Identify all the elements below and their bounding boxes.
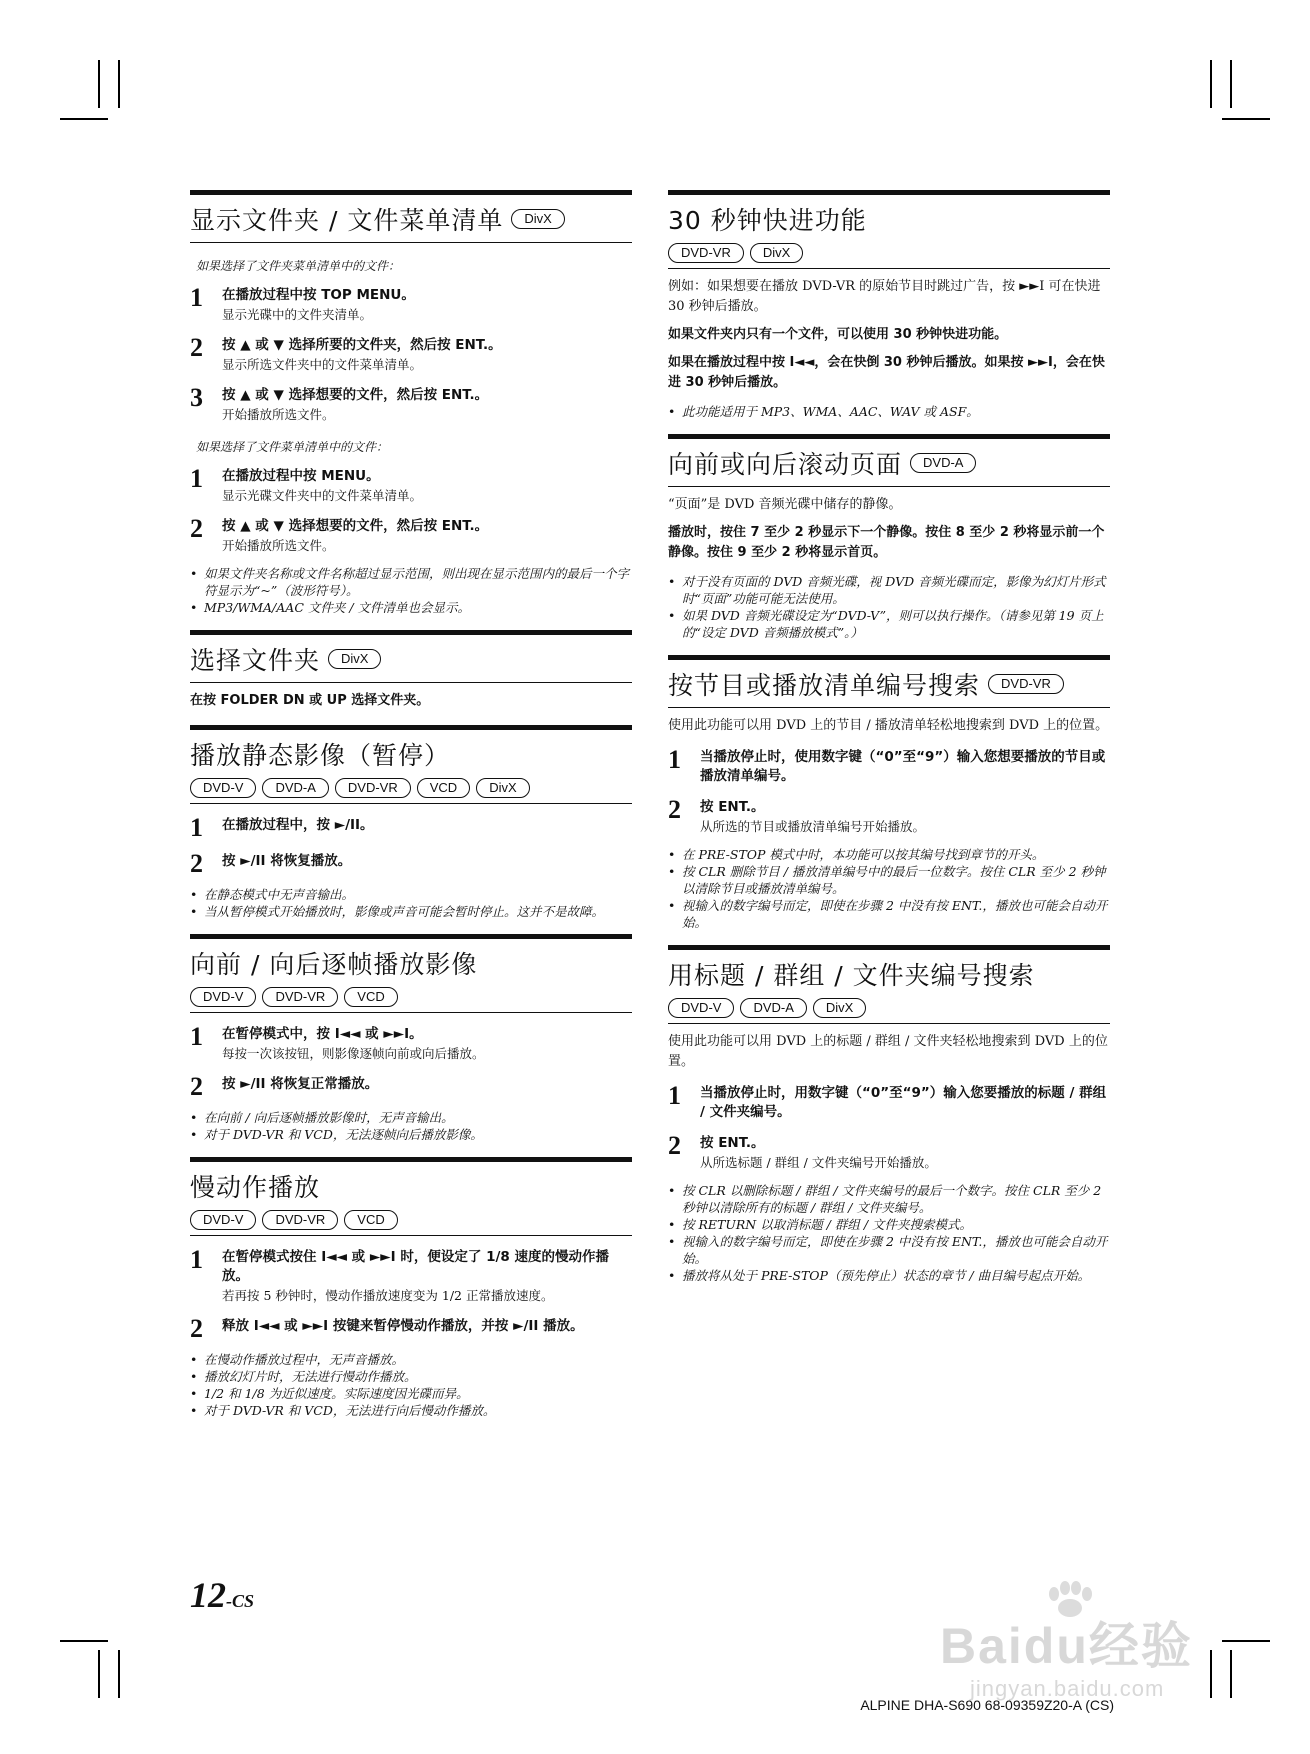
note-text: 对于没有页面的 DVD 音频光碟，视 DVD 音频光碟而定，影像为幻灯片形式时“页面”功能可能无法使用。 [682, 574, 1106, 606]
bullet-dot: • [668, 1234, 676, 1249]
step-number: 1 [190, 1022, 203, 1051]
note-text: 1/2 和 1/8 为近似速度。实际速度因光碟而异。 [204, 1386, 469, 1401]
note-text: 在向前 / 向后逐帧播放影像时，无声音输出。 [204, 1110, 454, 1125]
bullet-dot: • [668, 1268, 676, 1283]
note-item [668, 607, 1110, 641]
step-result: 显示光碟文件夹中的文件菜单清单。 [222, 488, 423, 503]
section-title: 按节目或播放清单编号搜索 [668, 671, 981, 700]
crop-mark [60, 118, 108, 120]
note-item [668, 897, 1110, 931]
bullet-dot: • [190, 887, 198, 902]
section-title-row [190, 1168, 632, 1204]
note-item [668, 573, 1110, 607]
section-title-row [190, 736, 632, 772]
note-item [190, 903, 632, 920]
section-intro: 如果选择了文件菜单清单中的文件： [196, 440, 389, 454]
step-result: 从所选的节目或播放清单编号开始播放。 [700, 819, 926, 834]
disc-format-badge: DivX [511, 209, 564, 229]
step-result: 每按一次该按钮，则影像逐帧向前或向后播放。 [222, 1046, 485, 1061]
disc-format-badges [190, 1210, 632, 1230]
step-number: 2 [190, 333, 203, 362]
note-item [190, 1402, 632, 1419]
step-instruction: 释放 I◄◄ 或 ►►I 按键来暂停慢动作播放，并按 ►/II 播放。 [222, 1318, 584, 1334]
section-title-row [190, 945, 632, 981]
disc-format-badges [511, 209, 564, 229]
note-text: 在 PRE-STOP 模式中时，本功能可以按其编号找到章节的开头。 [682, 847, 1045, 862]
bullet-dot: • [668, 608, 676, 623]
note-list [668, 403, 1110, 420]
step-number: 2 [190, 1072, 203, 1101]
disc-format-badges [190, 778, 632, 798]
note-item [190, 1385, 632, 1402]
disc-format-badge: DVD-VR [262, 987, 338, 1007]
crop-mark [1230, 1650, 1232, 1698]
section-intro: 如果选择了文件夹菜单清单中的文件： [196, 259, 401, 273]
footer-model-code: ALPINE DHA-S690 68-09359Z20-A (CS) [860, 1697, 1114, 1713]
step-instruction: 按 ▲ 或 ▼ 选择所要的文件夹，然后按 ENT.。 [222, 337, 502, 353]
section-paragraph: 如果在播放过程中按 I◄◄，会在快倒 30 秒钟后播放。如果按 ►►I，会在快进 30 秒钟后播放。 [668, 355, 1105, 390]
note-text: MP3/WMA/AAC 文件夹 / 文件清单也会显示。 [204, 600, 471, 615]
step-instruction: 按 ►/II 将恢复正常播放。 [222, 1076, 379, 1092]
step-body [222, 1248, 632, 1305]
disc-format-badges [988, 674, 1064, 694]
step-instruction: 按 ▲ 或 ▼ 选择想要的文件，然后按 ENT.。 [222, 518, 489, 534]
bullet-dot: • [668, 864, 676, 879]
note-item [668, 403, 1110, 420]
note-item [668, 1233, 1110, 1267]
bullet-dot: • [190, 1403, 198, 1418]
disc-format-badges [910, 453, 976, 473]
note-text: 在慢动作播放过程中，无声音播放。 [204, 1352, 405, 1367]
disc-format-badges [190, 987, 632, 1007]
section-title: 显示文件夹 / 文件菜单清单 [190, 206, 504, 235]
note-text: 在静态模式中无声音输出。 [204, 887, 355, 902]
step-result: 开始播放所选文件。 [222, 407, 335, 422]
step-number: 2 [190, 1314, 203, 1343]
disc-format-badge: DVD-V [190, 987, 256, 1007]
disc-format-badge: VCD [344, 1210, 397, 1230]
section-header [668, 190, 1110, 269]
watermark [930, 1580, 1220, 1710]
step-item [190, 1245, 632, 1305]
disc-format-badge: DVD-A [740, 998, 806, 1018]
disc-format-badges [668, 998, 1110, 1018]
step-item [190, 1314, 632, 1343]
bullet-dot: • [668, 847, 676, 862]
bullet-dot: • [668, 1217, 676, 1232]
step-instruction: 在暂停模式中，按 I◄◄ 或 ►►I。 [222, 1026, 423, 1042]
section-header [190, 630, 632, 683]
section-header [190, 190, 632, 243]
note-item [190, 1109, 632, 1126]
step-body [700, 748, 1110, 786]
step-instruction: 在播放过程中按 MENU。 [222, 468, 380, 484]
step-instruction: 按 ▲ 或 ▼ 选择想要的文件，然后按 ENT.。 [222, 387, 489, 403]
section-paragraph: 如果文件夹内只有一个文件，可以使用 30 秒钟快进功能。 [668, 327, 1008, 342]
watermark-url: jingyan.baidu.com [970, 1676, 1165, 1701]
section-title: 选择文件夹 [190, 646, 321, 675]
step-result: 显示所选文件夹中的文件菜单清单。 [222, 357, 423, 372]
step-number: 1 [190, 283, 203, 312]
section-title: 向前 / 向后逐帧播放影像 [190, 950, 478, 979]
section-paragraph: 使用此功能可以用 DVD 上的标题 / 群组 / 文件夹轻松地搜索到 DVD 上的位置。 [668, 1034, 1108, 1069]
step-instruction: 按 ►/II 将恢复播放。 [222, 853, 352, 869]
step-body [700, 1084, 1110, 1122]
note-item [190, 1126, 632, 1143]
note-text: 播放将从处于 PRE-STOP（预先停止）状态的章节 / 曲目编号起点开始。 [682, 1268, 1091, 1283]
step-number: 1 [190, 464, 203, 493]
note-item [668, 1182, 1110, 1216]
note-text: 按 CLR 以删除标题 / 群组 / 文件夹编号的最后一个数字。按住 CLR 至少 2 秒钟以清除所有的标题 / 群组 / 文件夹编号。 [682, 1183, 1102, 1215]
note-text: 对于 DVD-VR 和 VCD，无法进行向后慢动作播放。 [204, 1403, 496, 1418]
step-body [222, 336, 632, 374]
bullet-dot: • [190, 566, 198, 581]
crop-mark [118, 60, 120, 108]
disc-format-badge: VCD [344, 987, 397, 1007]
crop-mark [118, 1650, 120, 1698]
section-header [190, 725, 632, 804]
step-item [668, 1131, 1110, 1172]
bullet-dot: • [190, 1386, 198, 1401]
step-item [190, 514, 632, 555]
step-item [190, 464, 632, 505]
bullet-dot: • [668, 574, 676, 589]
section [668, 945, 1110, 1284]
note-item [190, 565, 632, 599]
section [190, 1157, 632, 1419]
step-instruction: 按 ENT.。 [700, 1135, 765, 1151]
section-paragraph: 例如：如果想要在播放 DVD-VR 的原始节目时跳过广告，按 ►►I 可在快进 30 秒钟后播放。 [668, 279, 1101, 314]
crop-mark [1222, 1640, 1270, 1642]
disc-format-badge: DVD-V [190, 1210, 256, 1230]
bullet-dot: • [190, 1352, 198, 1367]
step-body [222, 816, 632, 840]
step-body [222, 1075, 632, 1099]
step-number: 2 [668, 1131, 681, 1160]
section-header [190, 934, 632, 1013]
bullet-dot: • [668, 404, 676, 419]
crop-mark [1210, 60, 1212, 108]
step-number: 2 [668, 795, 681, 824]
step-instruction: 按 ENT.。 [700, 799, 765, 815]
step-item [190, 1072, 632, 1101]
step-number: 1 [190, 813, 203, 842]
note-text: 此功能适用于 MP3、WMA、AAC、WAV 或 ASF。 [682, 404, 979, 419]
note-item [668, 863, 1110, 897]
disc-format-badge: DVD-A [910, 453, 976, 473]
step-item [190, 283, 632, 324]
note-list [668, 846, 1110, 931]
disc-format-badge: DVD-VR [988, 674, 1064, 694]
watermark-text: Baidu经验 [940, 1618, 1193, 1674]
note-text: 播放幻灯片时，无法进行慢动作播放。 [204, 1369, 417, 1384]
note-text: 当从暂停模式开始播放时，影像或声音可能会暂时停止。这并不是故障。 [204, 904, 605, 919]
note-item [190, 1368, 632, 1385]
note-text: 按 RETURN 以取消标题 / 群组 / 文件夹搜索模式。 [682, 1217, 973, 1232]
bullet-dot: • [190, 600, 198, 615]
bullet-dot: • [668, 1183, 676, 1198]
step-number: 1 [190, 1245, 203, 1274]
note-item [190, 1351, 632, 1368]
disc-format-badges [328, 649, 381, 669]
bullet-dot: • [190, 1110, 198, 1125]
section-header [668, 434, 1110, 487]
step-body [222, 286, 632, 324]
section-paragraph: 播放时，按住 7 至少 2 秒显示下一个静像。按住 8 至少 2 秒将显示前一个静像。按住 9 至少 2 秒将显示首页。 [668, 525, 1105, 560]
step-body [700, 798, 1110, 836]
section [668, 190, 1110, 420]
section [668, 434, 1110, 641]
section [190, 934, 632, 1143]
note-text: 如果文件夹名称或文件名称超过显示范围，则出现在显示范围内的最后一个字符显示为“~”（波形符号）。 [204, 566, 630, 598]
crop-mark [1230, 60, 1232, 108]
disc-format-badge: DVD-V [190, 778, 256, 798]
step-instruction: 在播放过程中，按 ►/II。 [222, 817, 374, 833]
note-list [668, 573, 1110, 641]
disc-format-badge: DVD-VR [335, 778, 411, 798]
step-body [222, 852, 632, 876]
crop-mark [98, 60, 100, 108]
step-item [668, 1081, 1110, 1122]
note-item [668, 1267, 1110, 1284]
section [190, 630, 632, 711]
note-list [190, 1109, 632, 1143]
section-paragraph: “页面”是 DVD 音频光碟中储存的静像。 [668, 497, 902, 512]
section-header [668, 655, 1110, 708]
crop-mark [60, 1640, 108, 1642]
step-body [222, 517, 632, 555]
step-item [190, 383, 632, 424]
step-body [222, 386, 632, 424]
step-result: 开始播放所选文件。 [222, 538, 335, 553]
note-item [668, 846, 1110, 863]
page-number-value: 12 [190, 1575, 226, 1615]
step-body [700, 1134, 1110, 1172]
note-list [190, 565, 632, 616]
crop-mark [98, 1650, 100, 1698]
section-title-row [190, 641, 632, 677]
section-title: 慢动作播放 [190, 1173, 321, 1202]
note-text: 视输入的数字编号而定，即使在步骤 2 中没有按 ENT.，播放也可能会自动开始。 [682, 898, 1108, 930]
section-title: 30 秒钟快进功能 [668, 206, 867, 235]
step-result: 若再按 5 秒钟时，慢动作播放速度变为 1/2 正常播放速度。 [222, 1288, 554, 1303]
note-item [190, 599, 632, 616]
disc-format-badge: DivX [813, 998, 866, 1018]
section-title: 向前或向后滚动页面 [668, 450, 903, 479]
step-instruction: 在播放过程中按 TOP MENU。 [222, 287, 415, 303]
disc-format-badge: VCD [417, 778, 470, 798]
section-title-row [668, 445, 1110, 481]
step-item [668, 795, 1110, 836]
disc-format-badge: DVD-VR [668, 243, 744, 263]
left-column [190, 190, 632, 1433]
step-instruction: 当播放停止时，用数字键（“0”至“9”）输入您要播放的标题 / 群组 / 文件夹编号。 [700, 1085, 1107, 1120]
disc-format-badge: DivX [328, 649, 381, 669]
step-number: 3 [190, 383, 203, 412]
disc-format-badge: DivX [476, 778, 529, 798]
section [190, 190, 632, 616]
disc-format-badge: DVD-VR [262, 1210, 338, 1230]
page-number-suffix: -CS [226, 1591, 255, 1611]
note-item [668, 1216, 1110, 1233]
section [190, 725, 632, 920]
step-item [190, 813, 632, 842]
section-title-row [668, 201, 1110, 237]
section-title-row [668, 956, 1110, 992]
note-text: 视输入的数字编号而定，即使在步骤 2 中没有按 ENT.，播放也可能会自动开始。 [682, 1234, 1108, 1266]
bullet-dot: • [190, 904, 198, 919]
section-title: 用标题 / 群组 / 文件夹编号搜索 [668, 961, 1035, 990]
section-header [190, 1157, 632, 1236]
note-text: 按 CLR 删除节目 / 播放清单编号中的最后一位数字。按住 CLR 至少 2 秒钟以清除节目或播放清单编号。 [682, 864, 1106, 896]
step-body [222, 1317, 632, 1341]
section-paragraph: 使用此功能可以用 DVD 上的节目 / 播放清单轻松地搜索到 DVD 上的位置。 [668, 718, 1109, 733]
step-result: 从所选标题 / 群组 / 文件夹编号开始播放。 [700, 1155, 937, 1170]
step-item [668, 745, 1110, 786]
disc-format-badge: DVD-A [262, 778, 328, 798]
right-column [668, 190, 1110, 1298]
step-item [190, 849, 632, 878]
section [668, 655, 1110, 931]
note-list [190, 1351, 632, 1419]
disc-format-badge: DVD-V [668, 998, 734, 1018]
step-number: 1 [668, 745, 681, 774]
step-result: 显示光碟中的文件夹清单。 [222, 307, 373, 322]
step-item [190, 1022, 632, 1063]
note-text: 对于 DVD-VR 和 VCD，无法逐帧向后播放影像。 [204, 1127, 483, 1142]
step-number: 2 [190, 849, 203, 878]
disc-format-badges [668, 243, 1110, 263]
step-number: 1 [668, 1081, 681, 1110]
bullet-dot: • [190, 1127, 198, 1142]
step-number: 2 [190, 514, 203, 543]
step-instruction: 当播放停止时，使用数字键（“0”至“9”）输入您想要播放的节目或播放清单编号。 [700, 749, 1106, 784]
section-title-row [668, 666, 1110, 702]
section-header [668, 945, 1110, 1024]
step-body [222, 1025, 632, 1063]
bullet-dot: • [668, 898, 676, 913]
step-instruction: 在暂停模式按住 I◄◄ 或 ►►I 时，便设定了 1/8 速度的慢动作播放。 [222, 1249, 609, 1284]
step-body [222, 467, 632, 505]
section-paragraph: 在按 FOLDER DN 或 UP 选择文件夹。 [190, 693, 430, 708]
crop-mark [1222, 118, 1270, 120]
note-item [190, 886, 632, 903]
note-text: 如果 DVD 音频光碟设定为“DVD-V”，则可以执行操作。（请参见第 19 页上的“设定 DVD 音频播放模式”。） [682, 608, 1104, 640]
section-title: 播放静态影像（暂停） [190, 741, 451, 770]
disc-format-badge: DivX [750, 243, 803, 263]
note-list [190, 886, 632, 920]
page-number [190, 1574, 254, 1616]
note-list [668, 1182, 1110, 1284]
section-title-row [190, 201, 632, 237]
step-item [190, 333, 632, 374]
bullet-dot: • [190, 1369, 198, 1384]
